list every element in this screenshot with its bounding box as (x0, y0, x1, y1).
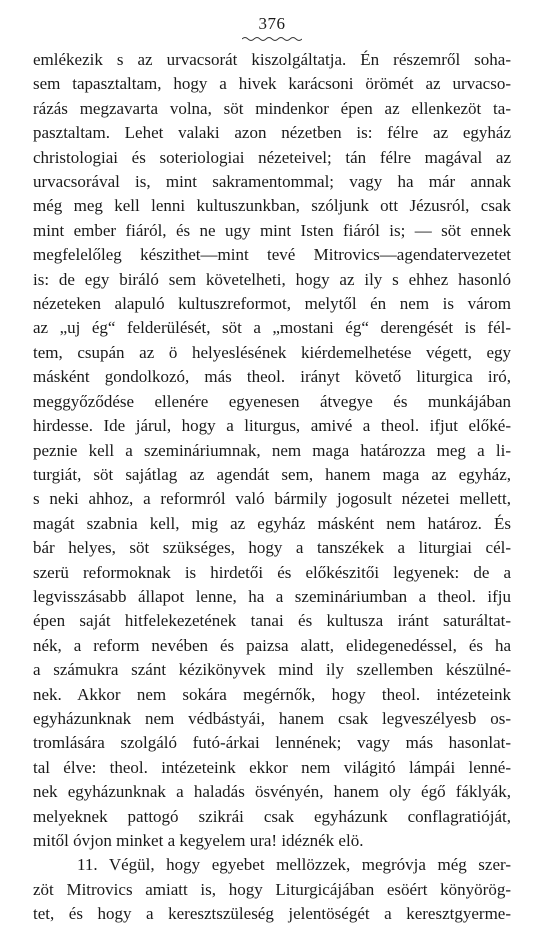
ornament-wavy-rule-icon (242, 36, 302, 42)
page-number: 376 (258, 14, 286, 33)
text-line: melyeknek pattogó szikrái csak egyházunk conflagratióját, (33, 806, 511, 826)
text-line: másként gondolkozó, más theol. irányt követő liturgica iró, (33, 367, 511, 387)
body-text (33, 48, 511, 927)
text-line: a számukra szánt kézikönyvek mind ily szellemben készülné- (33, 660, 511, 680)
text-line: bár helyes, söt szükséges, hogy a tanszékek a liturgiai cél- (33, 538, 511, 558)
text-line: megfelelőleg készithet—mint tevé Mitrovics—agendatervezetet (33, 245, 511, 265)
text-line: tal élve: theol. intézeteink ekkor nem világitó lámpái lenné- (33, 757, 511, 777)
text-line: is: de egy biráló sem követelheti, hogy az ily s ehhez hasonló (33, 269, 511, 289)
text-line: peznie kell a szemináriumnak, nem maga határozza meg a li- (33, 440, 511, 460)
text-line: mint ember fiáról, és ne ugy mint Isten fiáról is; — söt ennek (33, 220, 511, 240)
text-line: christologiai és soteriologiai nézeteivel; tán félre magával az (33, 147, 511, 167)
text-line: turgiát, söt sajátlag az agendát sem, hanem maga az egyház, (33, 464, 511, 484)
text-line: rázás megzavarta volna, söt mindenkor épen az ellenkezöt ta- (33, 98, 511, 118)
text-line: pasztaltam. Lehet valaki azon nézetben is: félre az egyház (33, 123, 511, 143)
text-line: urvacsorával is, mint sakramentommal; vagy ha már annak (33, 172, 511, 192)
text-line: 11. Végül, hogy egyebet mellözzek, megróvja még szer- (77, 855, 511, 875)
text-line: mitől óvjon minket a kegyelem ura! idéznék elö. (33, 831, 364, 850)
text-line: sem tapasztaltam, hogy a hivek karácsoni örömét az urvacso- (33, 74, 511, 94)
text-line: még meg kell lenni kultuszunkban, szóljunk ott Jézusról, csak (33, 196, 511, 216)
text-line: szerü reformoknak is hirdetői és előkészitői legyenek: de a (33, 562, 511, 582)
text-line: nézeteken alapuló kultuszreformot, melytől én nem is várom (33, 294, 511, 314)
text-line: az „uj ég“ felderülését, söt a „mostani ég“ derengését is fél- (33, 318, 511, 338)
text-line: hirdesse. Ide járul, hogy a liturgus, amivé a theol. ifjut előké- (33, 416, 511, 436)
text-line: nék, a reform nevében és paizsa alatt, elidegenedéssel, és ha (33, 635, 511, 655)
text-line: egyházunknak nem védbástyái, hanem csak legveszélyesb os- (33, 708, 511, 728)
text-line: s neki ahhoz, a reformról való bármily jogosult nézetei mellett, (33, 489, 511, 509)
text-line: magát szabnia kell, mig az egyház másként nem határoz. És (33, 513, 511, 533)
text-line: emlékezik s az urvacsorát kiszolgáltatja. Én részemről soha- (33, 50, 511, 69)
text-line: meggyőződése ellenére egyenesen átvegye és munkájában (33, 391, 511, 411)
book-page (33, 14, 511, 927)
text-line: épen saját hitfelekezetének tanai és kultusza iránt saturáltat- (33, 611, 511, 631)
text-line: tet, és hogy a keresztszüleség jelentöségét a keresztgyerme- (33, 904, 511, 924)
text-line: legvisszásabb állapot lenne, ha a szemináriumban a theol. ifju (33, 586, 511, 606)
text-line: nek egyházunknak a haladás ösvényén, hanem oly égő fáklyák, (33, 782, 511, 802)
text-line: tromlására szolgáló futó-árkai lennének; vagy más hasonlat- (33, 733, 511, 753)
text-line: tem, csupán az ö helyeslésének kiérdemelhetése végett, egy (33, 342, 511, 362)
text-line: nek. Akkor nem sokára megérnők, hogy theol. intézeteink (33, 684, 511, 704)
text-line: zöt Mitrovics amiatt is, hogy Liturgicájában esöért könyörög- (33, 879, 511, 899)
